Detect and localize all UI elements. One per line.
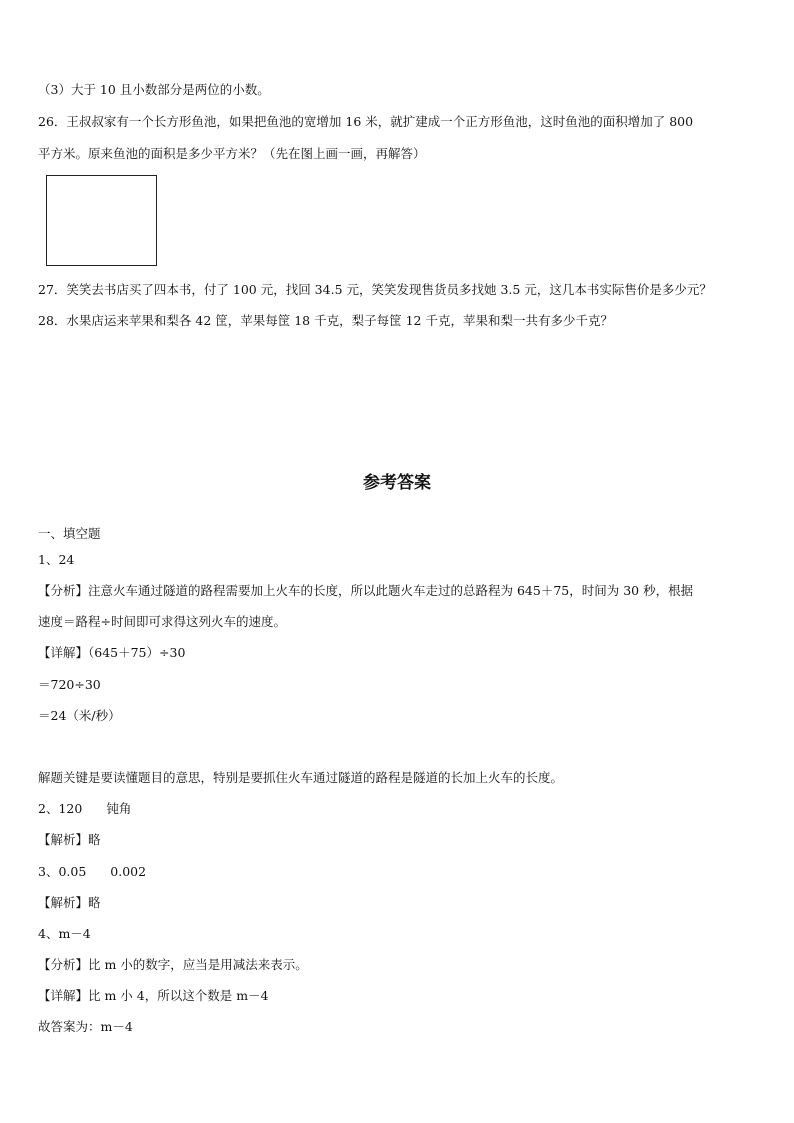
question-26-line1: 26．王叔叔家有一个长方形鱼池，如果把鱼池的宽增加 16 米，就扩建成一个正方形鱼池，这时鱼池的面积增加了 800 xyxy=(38,114,694,129)
answer-3-analysis: 【解析】略 xyxy=(38,895,101,910)
answer-1-number: 1、24 xyxy=(38,552,75,567)
answer-3-value2: 0.002 xyxy=(110,864,147,879)
answer-1-detail-line1: 【详解】（645＋75）÷30 xyxy=(38,645,186,660)
answer-1-analysis-line1: 【分析】注意火车通过隧道的路程需要加上火车的长度，所以此题火车走过的总路程为 645＋75，时间为 30 秒，根据 xyxy=(38,583,694,598)
answer-title: 参考答案 xyxy=(363,473,431,493)
answer-1-detail-line3: ＝24（米/秒） xyxy=(38,708,121,723)
answer-2-number: 2、120 xyxy=(38,801,83,816)
answer-4-result: 故答案为：m－4 xyxy=(38,1019,133,1034)
question-28: 28．水果店运来苹果和梨各 42 筐，苹果每筐 18 千克，梨子每筐 12 千克，苹果和梨一共有多少千克？ xyxy=(38,313,613,328)
answer-2-row xyxy=(38,801,131,817)
question-27: 27．笑笑去书店买了四本书，付了 100 元，找回 34.5 元，笑笑发现售货员多找她 3.5 元，这几本书实际售价是多少元？ xyxy=(38,282,712,297)
answer-2-analysis: 【解析】略 xyxy=(38,832,101,847)
answer-1-key-point: 解题关键是要读懂题目的意思，特别是要抓住火车通过隧道的路程是隧道的长加上火车的长度。 xyxy=(38,770,564,785)
question-25-part3: （3）大于 10 且小数部分是两位的小数。 xyxy=(38,82,270,97)
question-26-line2: 平方米。原来鱼池的面积是多少平方米？（先在图上画一画，再解答） xyxy=(38,146,426,161)
answer-2-value2: 钝角 xyxy=(106,801,132,816)
answer-section-heading: 一、填空题 xyxy=(38,526,101,541)
answer-4-detail: 【详解】比 m 小 4，所以这个数是 m－4 xyxy=(38,988,269,1003)
square-drawing-box xyxy=(46,175,157,266)
answer-1-detail-line2: ＝720÷30 xyxy=(38,677,101,692)
answer-1-analysis-line2: 速度＝路程÷时间即可求得这列火车的速度。 xyxy=(38,614,286,629)
answer-3-number: 3、0.05 xyxy=(38,864,87,879)
answer-4-number: 4、m－4 xyxy=(38,926,91,941)
answer-3-row xyxy=(38,864,146,880)
answer-4-analysis: 【分析】比 m 小的数字，应当是用减法来表示。 xyxy=(38,957,308,972)
